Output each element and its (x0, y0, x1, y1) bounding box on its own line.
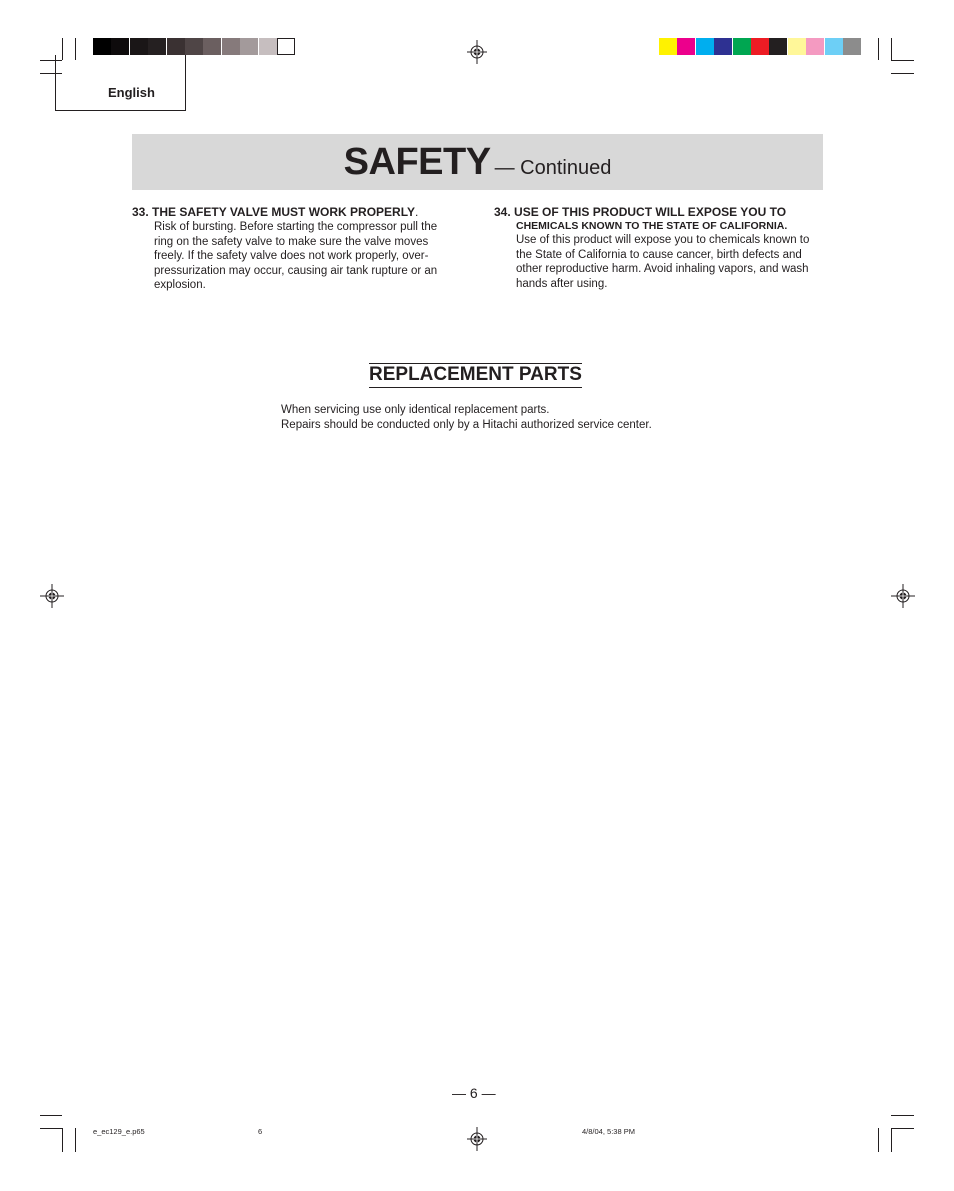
item-body: Use of this product will expose you to chemicals known to the State of California to cause cancer, birth defects and other reproductive harm. Avoid inhaling vapors, and wash hands after using. (516, 234, 810, 290)
footer-timestamp: 4/8/04, 5:38 PM (582, 1127, 635, 1136)
registration-target-icon (467, 40, 487, 64)
color-swatch (203, 38, 221, 55)
crop-mark (40, 1128, 62, 1129)
color-swatch (696, 38, 714, 55)
color-swatch (825, 38, 843, 55)
color-swatch (111, 38, 129, 55)
color-swatch (148, 38, 166, 55)
replacement-parts-heading: REPLACEMENT PARTS (369, 363, 582, 388)
color-swatch (733, 38, 751, 55)
footer-page: 6 (258, 1127, 263, 1136)
color-swatch (93, 38, 111, 55)
replacement-parts-line: When servicing use only identical replacement parts. (281, 404, 550, 416)
color-swatch (240, 38, 258, 55)
item-heading-text: USE OF THIS PRODUCT WILL EXPOSE YOU TO (514, 205, 787, 219)
color-swatch (259, 38, 277, 55)
color-swatch (806, 38, 824, 55)
color-swatch (185, 38, 203, 55)
replacement-parts-text (281, 403, 652, 432)
crop-mark (891, 1115, 914, 1116)
page-number: — 6 — (452, 1085, 496, 1101)
item-heading (132, 205, 452, 219)
registration-target-icon (40, 584, 64, 608)
color-swatch (843, 38, 861, 55)
item-body: Risk of bursting. Before starting the compressor pull the ring on the safety valve to make sure the valve moves freely. If the safety valve does not work properly, over-pressurization may occur, causing air tank rupture or an explosion. (154, 221, 438, 291)
registration-target-icon (891, 584, 915, 608)
item-number: 33. (132, 205, 149, 219)
color-swatch (277, 38, 295, 55)
banner-title: SAFETY (343, 141, 491, 183)
color-swatch (677, 38, 695, 55)
item-heading-suffix: . (414, 205, 419, 219)
crop-mark (878, 38, 879, 60)
crop-mark (75, 1128, 76, 1152)
registration-target-icon (467, 1127, 487, 1151)
color-swatch (751, 38, 769, 55)
section-banner (132, 134, 823, 190)
language-label: English (108, 85, 155, 100)
crop-mark (878, 1128, 879, 1152)
item-heading-line2: CHEMICALS KNOWN TO THE STATE OF CALIFORNIA. (516, 220, 788, 232)
item-number: 34. (494, 205, 511, 219)
crop-mark (40, 1115, 62, 1116)
item-heading-text: THE SAFETY VALVE MUST WORK PROPERLY (152, 205, 415, 219)
color-swatch (788, 38, 806, 55)
color-swatch (714, 38, 732, 55)
color-swatch (222, 38, 240, 55)
color-swatch (167, 38, 185, 55)
footer-file: e_ec129_e.p65 (93, 1127, 145, 1136)
crop-mark (891, 1128, 914, 1129)
color-swatch (769, 38, 787, 55)
replacement-parts-line: Repairs should be conducted only by a Hitachi authorized service center. (281, 418, 652, 431)
crop-mark (891, 73, 914, 74)
crop-mark (62, 1128, 63, 1152)
safety-item (494, 205, 822, 291)
crop-mark (891, 38, 892, 60)
color-swatch (130, 38, 148, 55)
banner-subtitle: — Continued (494, 157, 612, 179)
safety-item (132, 205, 452, 293)
language-tab (55, 55, 186, 111)
crop-mark (891, 60, 914, 61)
color-swatch (659, 38, 677, 55)
crop-mark (891, 1128, 892, 1152)
item-heading (494, 205, 822, 219)
